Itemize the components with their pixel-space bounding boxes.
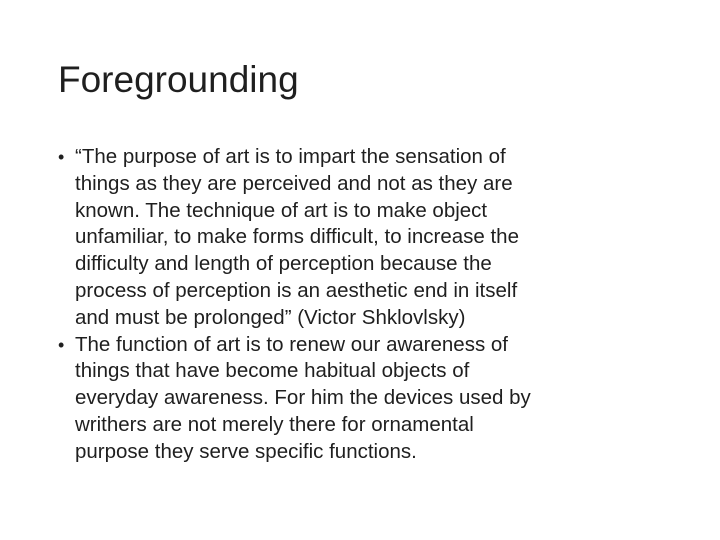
bullet-text: The function of art is to renew our awareness of things that have become habitual objects of everyday awareness. For him the devices used by writhers are not merely there for ornamental purpose they serve specific functions. [75,332,531,463]
slide-title: Foregrounding [58,59,299,100]
bullet-list [58,144,666,466]
bullet-dot-icon: • [58,147,65,167]
bullet-item-function [58,332,666,466]
bullet-text: “The purpose of art is to impart the sensation of things as they are perceived and not as they are known. The technique of art is to make object unfamiliar, to make forms difficult, to increase the difficulty and length of perception because the process of perception is an aesthetic end in itself and must be prolonged” (Victor Shklovlsky) [75,145,519,329]
bullet-dot-icon: • [58,334,65,355]
bullet-item-quote [58,144,666,332]
